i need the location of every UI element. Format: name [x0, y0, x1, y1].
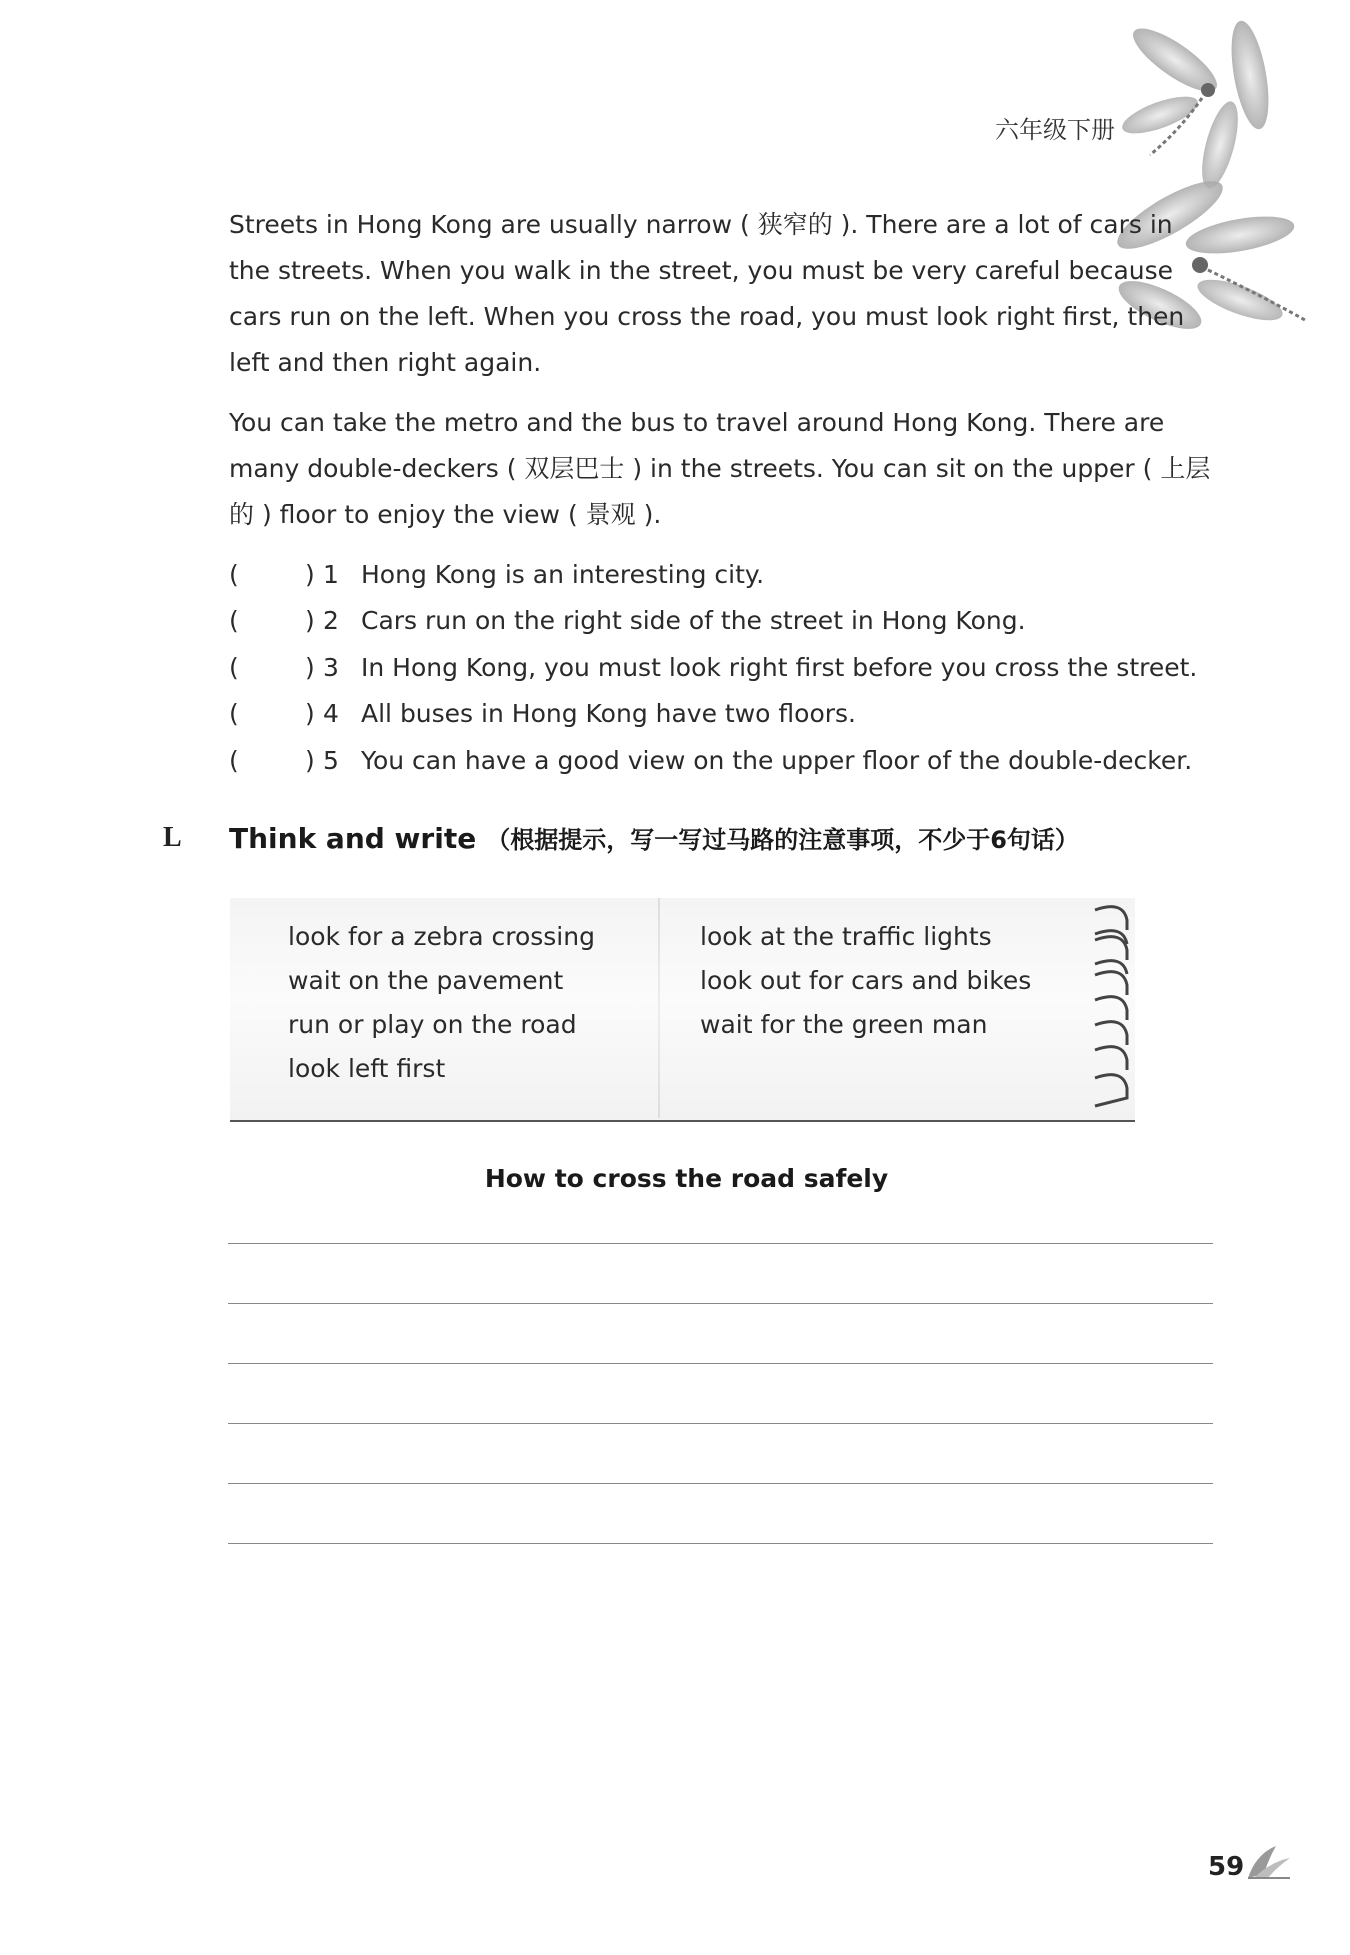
answer-paren-close: )	[305, 745, 315, 775]
hint-item: look at the traffic lights	[700, 922, 992, 951]
tf-item-4	[229, 691, 1229, 738]
hint-item: wait for the green man	[700, 1010, 988, 1039]
hint-item: wait on the pavement	[288, 966, 564, 995]
answer-paren-close: )	[305, 606, 315, 636]
answer-paren-close: )	[305, 652, 315, 682]
answer-paren-open: (	[229, 559, 239, 589]
answer-paren-open: (	[229, 745, 239, 775]
grade-label: 六年级下册	[995, 116, 1115, 144]
writing-line[interactable]	[228, 1303, 1213, 1304]
item-number: 3	[323, 652, 339, 682]
answer-paren-open: (	[229, 606, 239, 636]
leaf-icon	[1246, 1844, 1292, 1880]
section-title: Think and write	[229, 822, 477, 855]
hint-item: look left first	[288, 1054, 446, 1083]
item-number: 5	[323, 745, 339, 775]
true-false-list	[229, 551, 1229, 784]
section-letter: L	[163, 822, 182, 853]
item-number: 1	[323, 559, 339, 589]
answer-paren-open: (	[229, 699, 239, 729]
tf-item-5	[229, 737, 1229, 784]
section-heading	[229, 820, 1079, 855]
item-statement: All buses in Hong Kong have two floors.	[361, 699, 856, 729]
answer-paren-open: (	[229, 652, 239, 682]
item-number: 2	[323, 606, 339, 636]
writing-subtitle: How to cross the road safely	[484, 1164, 889, 1193]
notebook-fold	[658, 898, 660, 1118]
tf-item-3	[229, 644, 1229, 691]
writing-line[interactable]	[228, 1243, 1213, 1244]
item-statement: In Hong Kong, you must look right first before you cross the street.	[361, 652, 1198, 682]
hint-item: look for a zebra crossing	[288, 922, 595, 951]
spiral-binding-icon	[1085, 900, 1140, 1122]
tf-item-2	[229, 598, 1229, 645]
writing-line[interactable]	[228, 1423, 1213, 1424]
tf-item-1	[229, 551, 1229, 598]
passage-paragraph-1: Streets in Hong Kong are usually narrow ( 狭窄的 ). There are a lot of cars in the streets. When you walk in the street, you must be very careful because cars run on the left. When you cross the road, you must look right first, then left and then right again.	[229, 210, 1185, 377]
item-statement: Hong Kong is an interesting city.	[361, 559, 765, 589]
item-number: 4	[323, 699, 339, 729]
item-statement: You can have a good view on the upper floor of the double-decker.	[361, 745, 1193, 775]
writing-line[interactable]	[228, 1363, 1213, 1364]
passage-paragraph-2: You can take the metro and the bus to travel around Hong Kong. There are many double-deckers ( 双层巴士 ) in the streets. You can sit on the upper ( 上层的 ) floor to enjoy the view ( 景观 ).	[229, 408, 1211, 529]
hint-item: look out for cars and bikes	[700, 966, 1032, 995]
page-number: 59	[1208, 1852, 1245, 1882]
hint-item: run or play on the road	[288, 1010, 577, 1039]
item-statement: Cars run on the right side of the street in Hong Kong.	[361, 606, 1026, 636]
writing-line[interactable]	[228, 1483, 1213, 1484]
answer-paren-close: )	[305, 699, 315, 729]
section-instruction: （根据提示，写一写过马路的注意事项，不少于6句话）	[486, 826, 1079, 854]
writing-line[interactable]	[228, 1543, 1213, 1544]
answer-paren-close: )	[305, 559, 315, 589]
